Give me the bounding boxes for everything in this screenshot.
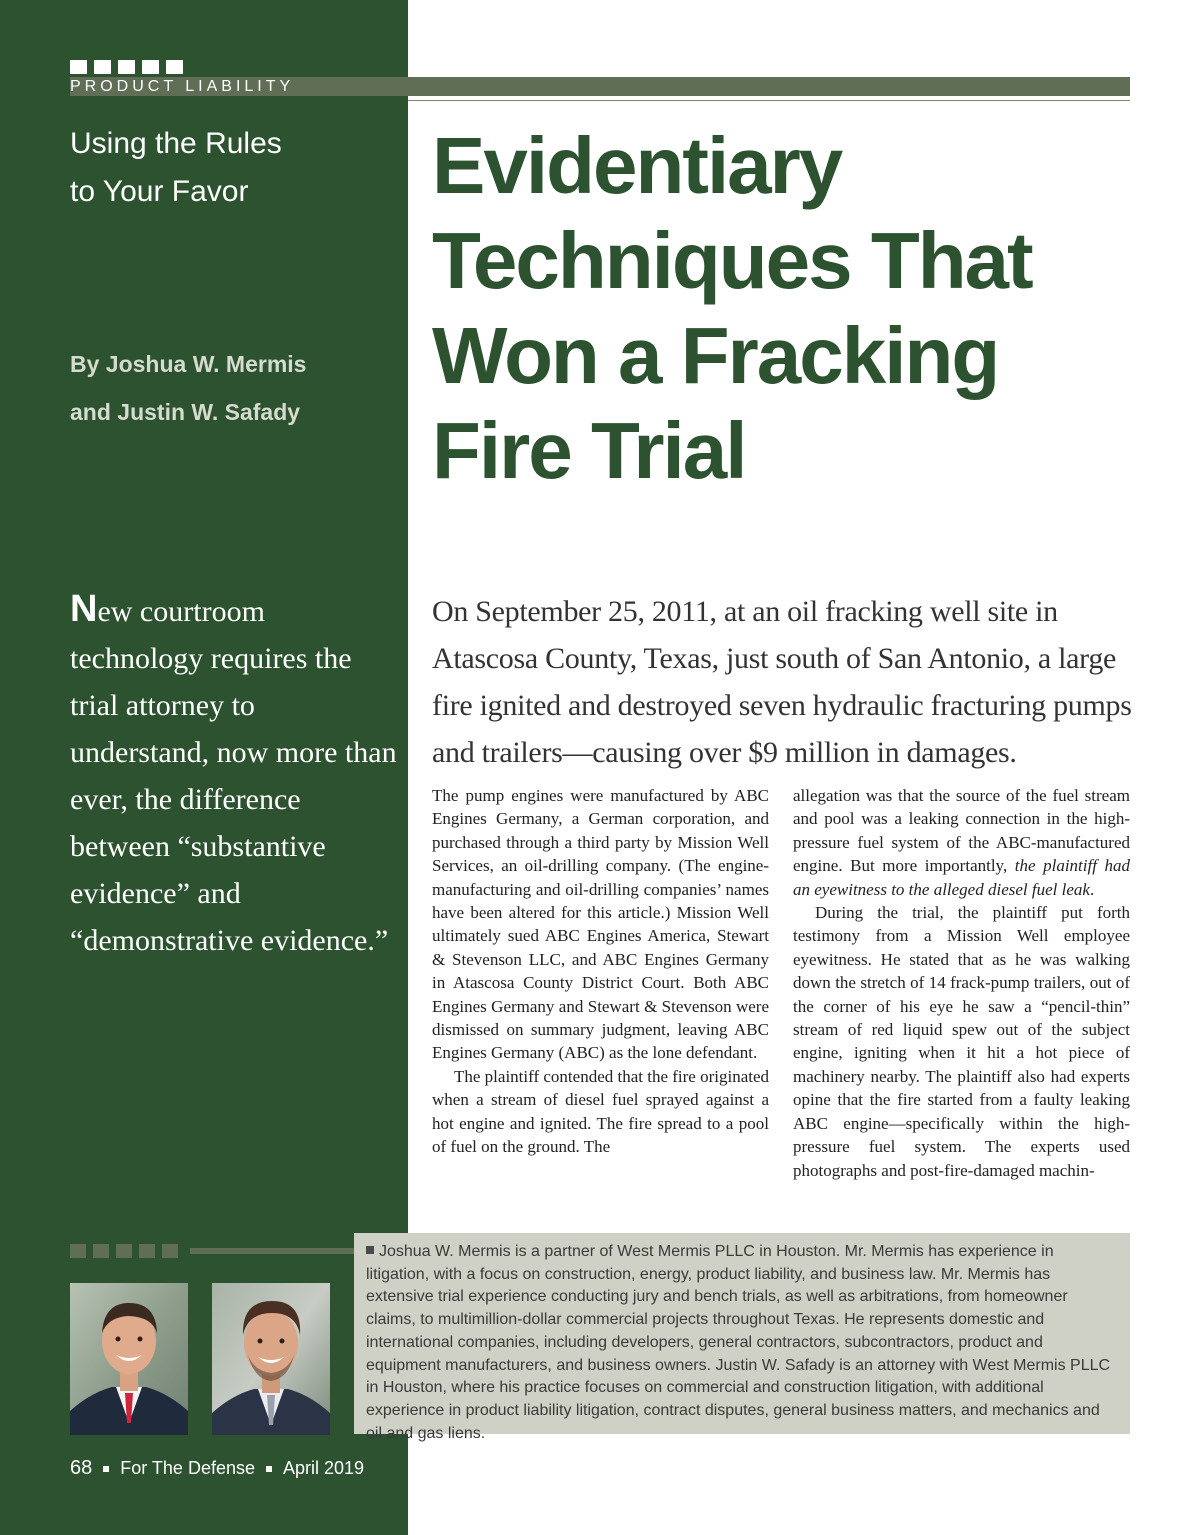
body-paragraph: The pump engines were manufactured by ABC Engines Germany, a German corporation, and purchased through a third party by Mission Well Services, an oil-drilling company. (The engine-manufacturing and oil-drilling companies’ names have been altered for this article.) Mission Well ultimately sued ABC Engines America, Stewart & Stevenson LLC, and ABC Engines Germany in Atascosa County District Court. Both ABC Engines Germany and Stewart & Stevenson were dismissed on summary judgment, leaving ABC Engines Germany (ABC) as the lone defendant. bbox=[432, 786, 769, 1063]
headline-line-2: Techniques That bbox=[432, 216, 1032, 305]
body-column-2 bbox=[793, 784, 1130, 1209]
author-bio-text: Joshua W. Mermis is a partner of West Mermis PLLC in Houston. Mr. Mermis has experience in litigation, with a focus on construction, energy, product liability, and business law. Mr. Mermis has extensive trial experience conducting jury and bench trials, as well as arbitrations, from homeowner claims, to multimillion-dollar commercial projects throughout Texas. He represents domestic and international companies, including developers, general contractors, subcontractors, product and equipment manufacturers, and business owners. Justin W. Safady is an attorney with West Mermis PLLC in Houston, where his practice focuses on commercial and construction litigation, with additional experience in product liability litigation, contract disputes, general business matters, and mechanics and oil and gas liens. bbox=[366, 1243, 1111, 1442]
headline-line-3: Won a Fracking bbox=[432, 311, 999, 400]
body-italic-text: the plaintiff had an eyewitness to the alleged diesel fuel leak bbox=[793, 856, 1130, 899]
section-rule bbox=[408, 100, 1130, 101]
separator-square-icon bbox=[103, 1466, 109, 1472]
byline-line-2: and Justin W. Safady bbox=[70, 399, 301, 425]
pull-quote bbox=[70, 586, 400, 964]
section-squares bbox=[70, 60, 183, 74]
publication-name: For The Defense bbox=[120, 1458, 255, 1478]
body-paragraph bbox=[793, 784, 1130, 901]
page-number: 68 bbox=[70, 1457, 93, 1479]
bio-bar bbox=[190, 1248, 355, 1254]
kicker bbox=[70, 120, 390, 216]
headline-line-1: Evidentiary bbox=[432, 121, 842, 210]
body-column-1 bbox=[432, 784, 769, 1209]
page-footer bbox=[70, 1457, 364, 1480]
separator-square-icon bbox=[266, 1466, 272, 1472]
section-label: PRODUCT LIABILITY bbox=[70, 78, 295, 95]
body-paragraph: The plaintiff contended that the fire originated when a stream of diesel fuel sprayed against a hot engine and ignited. The fire spread to a pool of fuel on the ground. The bbox=[432, 1066, 769, 1157]
headline-line-4: Fire Trial bbox=[432, 406, 746, 495]
author-bio-box bbox=[354, 1233, 1130, 1442]
kicker-line-1: Using the Rules bbox=[70, 127, 282, 160]
kicker-line-2: to Your Favor bbox=[70, 175, 249, 208]
body-paragraph: During the trial, the plaintiff put forth testimony from a Mission Well employee eyewitness. He stated that as he was walking down the stretch of 14 frack-pump trailers, out of the corner of his eye he saw a “pencil-thin” stream of red liquid spew out of the subject engine, igniting when it hit a hot piece of machinery nearby. The plaintiff also had experts opine that the fire started from a faulty leaking ABC engine—specifically within the high-pressure fuel system. The experts used photographs and post-fire-damaged machin- bbox=[793, 903, 1130, 1180]
pull-quote-text: ew courtroom technology requires the trial attorney to understand, now more than ever, the difference between “substantive evidence” and “demonstrative evidence.” bbox=[70, 595, 397, 957]
issue-date: April 2019 bbox=[283, 1458, 365, 1478]
bio-squares bbox=[70, 1244, 178, 1258]
body-text: allegation was that the source of the fuel stream and pool was a leaking connection in the high-pressure fuel system of the ABC-manufactured engine. But more importantly, bbox=[793, 786, 1130, 876]
lead-paragraph: On September 25, 2011, at an oil fracking well site in Atascosa County, Texas, just south of San Antonio, a large fire ignited and destroyed seven hydraulic fracturing pumps and trailers—causing over $9 million in damages. bbox=[432, 595, 1132, 769]
author-photo-safady bbox=[212, 1283, 330, 1435]
author-photo-mermis bbox=[70, 1283, 188, 1435]
author-bio bbox=[366, 1241, 1118, 1445]
bullet-icon bbox=[366, 1246, 374, 1254]
headline bbox=[432, 118, 1152, 498]
pull-quote-dropcap: N bbox=[70, 588, 98, 630]
body-text-end: . bbox=[1089, 879, 1095, 899]
byline-line-1: By Joshua W. Mermis bbox=[70, 351, 307, 377]
